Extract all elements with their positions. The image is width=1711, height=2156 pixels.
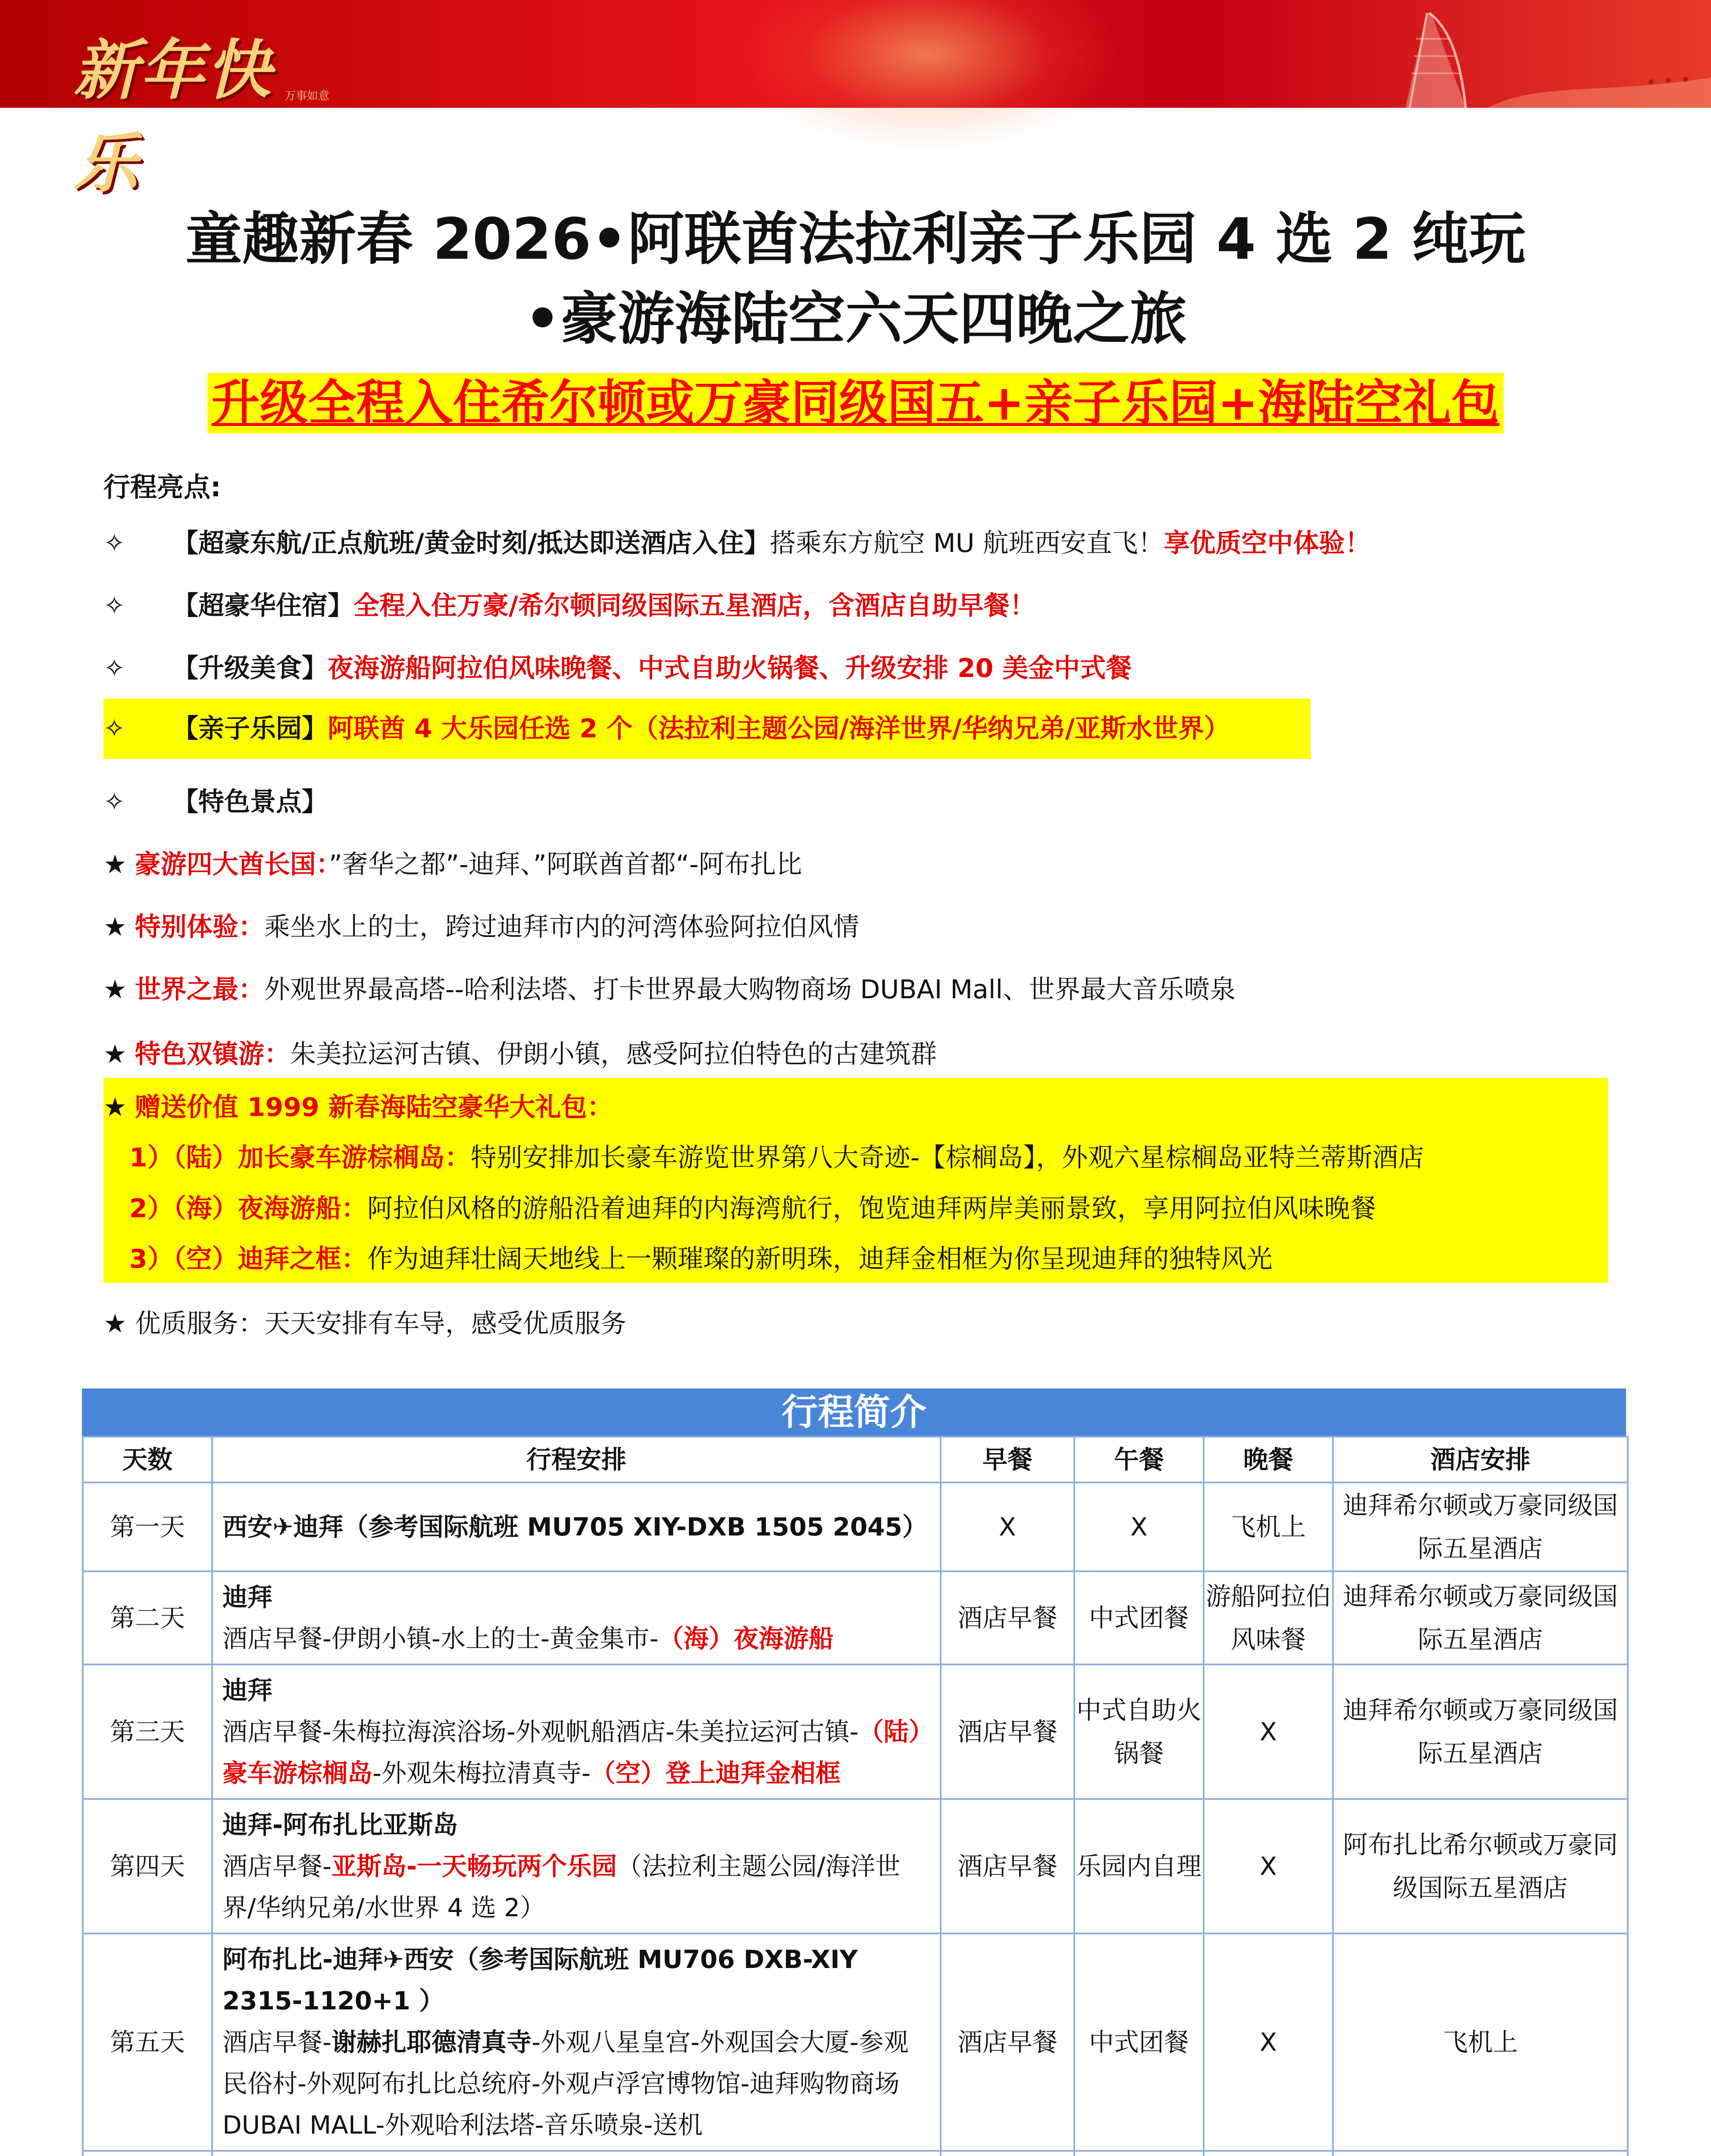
day-cell: 第四天 [83,1799,212,1934]
hotel-cell: 飞机上 [1333,1934,1628,2151]
highlight-red-text: 夜海游船阿拉伯风味晚餐、中式自助火锅餐、升级安排 20 美金中式餐 [328,653,1132,683]
lunch-cell [1074,2151,1204,2156]
dinner-cell: X [1204,1664,1333,1799]
breakfast-cell: X [941,1482,1074,1571]
feature-text: 乘坐水上的士，跨过迪拜市内的河湾体验阿拉伯风情 [264,912,859,942]
gift-line-title: 3）（空）迪拜之框： [129,1244,367,1274]
highlight-red-text: 阿联酋 4 大乐园任选 2 个（法拉利主题公园/海洋世界/华纳兄弟/亚斯水世界） [328,714,1230,744]
gift-line-text: 作为迪拜壮阔天地线上一颗璀璨的新明珠，迪拜金相框为你呈现迪拜的独特风光 [367,1244,1273,1274]
sparkle-icon: ✧ [103,714,125,744]
detail-highlight: （海）夜海游船 [658,1624,834,1653]
dinner-cell: 飞机上 [1204,1482,1333,1571]
gift-title: 赠送价值 1999 新春海陆空豪华大礼包： [135,1092,613,1122]
detail-highlight: 亚斯岛-一天畅玩两个乐园 [331,1852,617,1881]
detail-highlight: 谢赫扎耶德清真寺 [331,2028,532,2057]
page-title-line1: 童趣新春 2026•阿联酋法拉利亲子乐园 4 选 2 纯玩 [185,206,1526,273]
detail: 酒店早餐-朱梅拉海滨浴场-外观帆船酒店-朱美拉运河古镇- [222,1717,859,1746]
highlight-tag: 【升级美食】 [172,653,328,683]
gift-line [129,1136,1634,1179]
col-header-day: 天数 [83,1437,212,1482]
service-item [103,1302,1604,1345]
feature-text: 外观世界最高塔--哈利法塔、打卡世界最大购物商场 DUBAI Mall、世界最大音乐喷泉 [264,975,1236,1005]
plan-cell [212,1934,941,2151]
hotel-cell: 迪拜希尔顿或万豪同级国际五星酒店 [1333,1482,1628,1571]
feature-title: 豪游四大酋长国： [135,849,329,880]
plan-cell [212,1799,941,1934]
gift-line [129,1238,1634,1281]
breakfast-cell: 酒店早餐 [941,1664,1074,1799]
detail: 酒店早餐- [222,2028,332,2057]
col-header-dinner: 晚餐 [1204,1437,1333,1482]
highlight-red-text: 全程入住万豪/希尔顿同级国际五星酒店，含酒店自助早餐！ [353,591,1035,621]
table-row [83,1571,1628,1664]
highlight-tag: 【特色景点】 [172,787,328,817]
dinner-cell: X [1204,1934,1333,2151]
table-header-row [83,1437,1628,1482]
feature-item [103,906,1604,949]
subtitle: 升级全程入住希尔顿或万豪同级国五+亲子乐园+海陆空礼包 [207,373,1504,433]
breakfast-cell: 酒店早餐 [941,1571,1074,1664]
lunch-cell: 中式团餐 [1074,1934,1204,2151]
star-icon: ★ [103,1309,127,1339]
detail: -外观八星皇宫-外观国会大厦-参观民俗村-外观阿布扎比总统府-外观卢浮宫博物馆-迪拜购物商场 DUBAI MALL-外观哈利法塔-音乐喷泉-送机 [222,2028,909,2140]
table-row [83,2151,1628,2156]
detail: （法拉利主题公园/海洋世界/华纳兄弟/水世界 4 选 2） [222,1852,901,1922]
dinner-cell: X [1204,1799,1333,1934]
sparkle-icon: ✧ [103,591,125,621]
gift-line-title: 2）（海）夜海游船： [129,1194,367,1224]
subtitle-banner [0,373,1711,433]
table-row [83,1664,1628,1799]
feature-title: 世界之最： [135,975,264,1005]
col-header-plan: 行程安排 [212,1437,941,1482]
col-header-hotel: 酒店安排 [1333,1437,1628,1482]
breakfast-cell [941,2151,1074,2156]
detail: -外观朱梅拉清真寺- [372,1758,591,1788]
gift-line-text: 特别安排加长豪车游览世界第八大奇迹-【棕榈岛】，外观六星棕榈岛亚特兰蒂斯酒店 [470,1143,1424,1173]
lunch-cell: 乐园内自理 [1074,1799,1204,1934]
day-cell: 第五天 [83,1934,212,2151]
gift-line-text: 阿拉伯风格的游船沿着迪拜的内海湾航行，饱览迪拜两岸美丽景致，享用阿拉伯风味晚餐 [367,1194,1376,1224]
highlight-tag: 【超豪华住宿】 [172,591,353,621]
hotel-cell: 阿布扎比希尔顿或万豪同级国际五星酒店 [1333,1799,1628,1934]
gift-line-title: 1）（陆）加长豪车游棕榈岛： [129,1143,471,1173]
highlight-red-text: 享优质空中体验！ [1164,528,1371,558]
feature-text: ”奢华之都”-迪拜、”阿联酋首都“-阿布扎比 [328,849,802,880]
route: 迪拜 [222,1583,273,1612]
day-cell: 第一天 [83,1482,212,1571]
logo-subtext: 万事如意 [285,90,330,103]
sparkle-icon: ✧ [103,528,125,558]
table-row [83,1482,1628,1571]
highlight-item-highlighted [103,699,1311,759]
sparkle-icon: ✧ [103,787,125,817]
page-title-line2: •豪游海陆空六天四晚之旅 [524,286,1187,352]
feature-text: 朱美拉运河古镇、伊朗小镇，感受阿拉伯特色的古建筑群 [290,1039,937,1069]
route: 阿布扎比-迪拜✈西安（参考国际航班 MU706 DXB-XIY 2315-1120+1 ） [222,1945,858,2015]
breakfast-cell: 酒店早餐 [941,1934,1074,2151]
highlight-item [103,780,1604,824]
detail-highlight: （空）登上迪拜金相框 [590,1758,841,1788]
star-icon: ★ [103,1039,127,1069]
feature-item [103,968,1604,1011]
burj-al-arab-icon [1379,4,1492,108]
lunch-cell: 中式自助火锅餐 [1074,1664,1204,1799]
desert-camels-icon [1487,65,1711,108]
gift-line [129,1187,1634,1230]
sparkle-icon: ✧ [103,653,125,683]
plan-cell [212,1571,941,1664]
logo-text: 新年快乐 [73,32,273,201]
new-year-logo [34,9,336,201]
highlight-item [103,584,1604,627]
dinner-cell [1204,2151,1333,2156]
day-cell: 第三天 [83,1664,212,1799]
feature-title: 特色双镇游： [135,1039,290,1069]
itinerary-title: 行程简介 [82,1388,1626,1436]
dinner-cell: 游船阿拉伯风味餐 [1204,1571,1333,1664]
breakfast-cell: 酒店早餐 [941,1799,1074,1934]
star-icon: ★ [103,1092,127,1122]
feature-item [103,843,1604,886]
lunch-cell: 中式团餐 [1074,1571,1204,1664]
hotel-cell: 迪拜希尔顿或万豪同级国际五星酒店 [1333,1571,1628,1664]
detail-highlight: （陆）豪车游棕榈岛 [222,1717,921,1788]
route: 迪拜 [222,1676,273,1705]
star-icon: ★ [103,912,127,942]
hotel-cell: 迪拜希尔顿或万豪同级国际五星酒店 [1333,1664,1628,1799]
feature-item [103,1033,1604,1076]
day-cell [83,2151,212,2156]
plan-cell [212,2151,941,2156]
gift-package-block [103,1078,1608,1283]
star-icon: ★ [103,975,127,1005]
route: 西安✈迪拜（参考国际航班 MU705 XIY-DXB 1505 2045） [222,1512,928,1542]
top-banner [0,0,1711,201]
feature-title: 特别体验： [135,912,264,942]
star-icon: ★ [103,849,127,880]
table-row [83,1934,1628,2151]
service-text: 优质服务：天天安排有车导，感受优质服务 [135,1309,626,1339]
plan-cell [212,1482,941,1571]
highlights-label: 行程亮点: [103,471,221,503]
highlight-tag: 【亲子乐园】 [172,714,328,744]
col-header-breakfast: 早餐 [941,1437,1074,1482]
col-header-lunch: 午餐 [1074,1437,1204,1482]
highlight-tag: 【超豪东航/正点航班/黄金时刻/抵达即送酒店入住】 [172,528,770,558]
day-cell: 第二天 [83,1571,212,1664]
route: 迪拜-阿布扎比亚斯岛 [222,1810,458,1839]
highlight-text: 搭乘东方航空 MU 航班西安直飞！ [769,528,1164,558]
detail: 酒店早餐- [222,1852,332,1881]
lunch-cell: X [1074,1482,1204,1571]
highlight-item [103,522,1604,565]
detail: 酒店早餐-伊朗小镇-水上的士-黄金集市- [222,1624,659,1653]
plan-cell [212,1664,941,1799]
itinerary-table [82,1436,1629,2156]
table-row [83,1799,1628,1934]
gift-title-line [103,1086,1608,1129]
highlight-item [103,647,1604,690]
hotel-cell [1333,2151,1628,2156]
